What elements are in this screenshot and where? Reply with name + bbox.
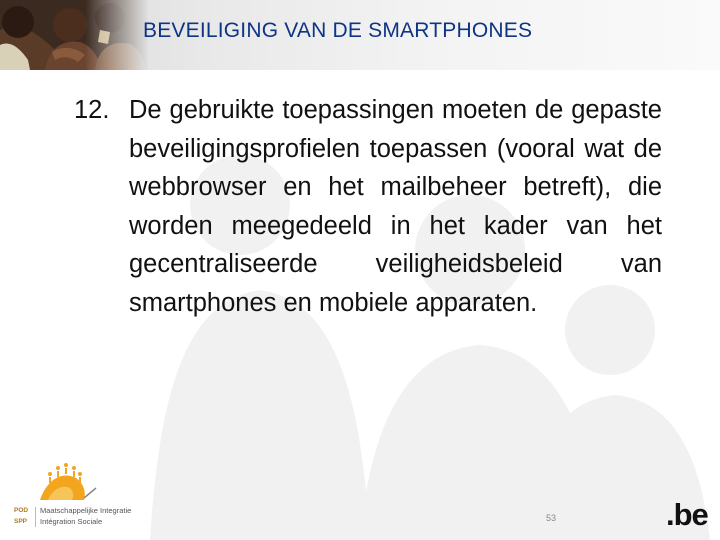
item-number: 12. [74,96,110,124]
org-divider [35,507,36,527]
be-logo: .be [666,497,708,532]
page-number: 53 [546,513,557,523]
org-name-fr: Intégration Sociale [40,516,103,526]
header-photo-children [0,0,150,70]
org-label-fr: SPP [14,517,28,525]
item-text: De gebruikte toepassingen moeten de gepaste beveiligingsprofielen toepassen (vooral wat de webbrowser en het mailbeheer betreft), die worden meegedeeld in het kader van het gecentraliseerde veiligheidsbeleid van smartphones en mobiele apparaten. [129,96,662,317]
org-names [40,506,131,527]
slide-title: BEVEILIGING VAN DE SMARTPHONES [143,19,533,42]
org-abbreviations [14,506,28,527]
org-name-nl: Maatschappelijke Integratie [40,506,132,515]
numbered-item [74,91,662,322]
org-label-nl: POD [14,507,29,514]
